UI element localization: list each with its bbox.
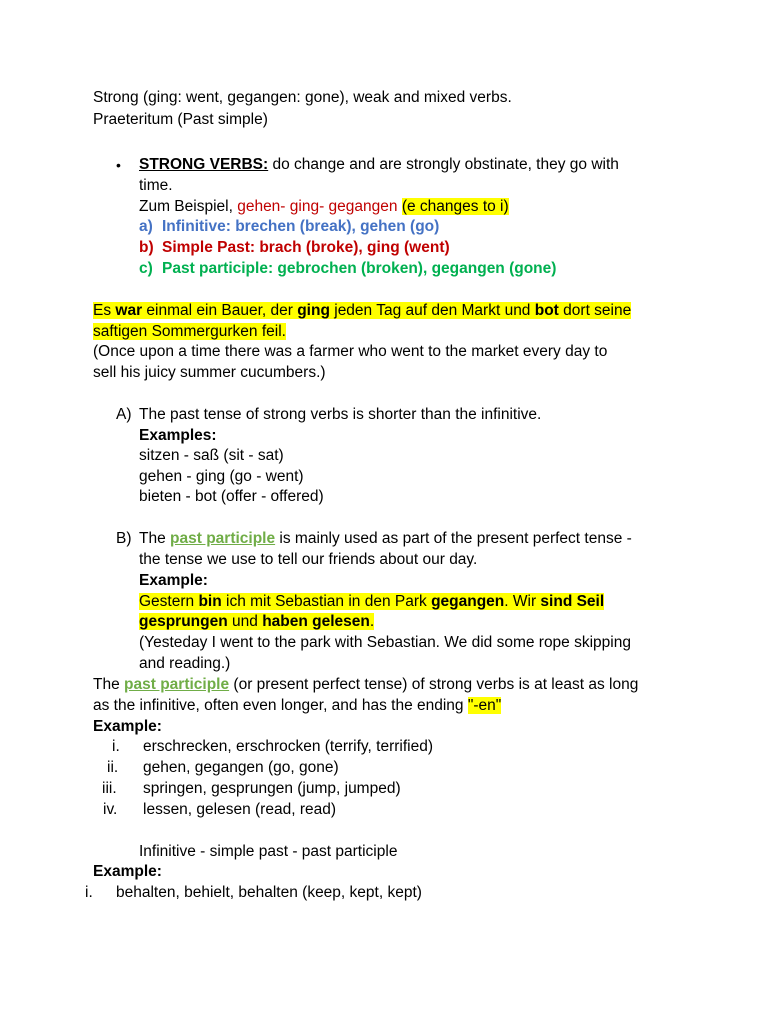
example-bieten: bieten - bot (offer - offered) [139, 488, 324, 505]
example-translation-1: (Yesteday I went to the park with Sebastian. We did some rope skipping [139, 634, 631, 651]
forms-example-label: Example: [93, 863, 162, 880]
story-line-1: Es war einmal ein Bauer, der ging jeden Tag auf den Markt und bot dort seine [93, 302, 632, 319]
participle-line-2: as the infinitive, often even longer, and has the ending "-en" [93, 697, 502, 714]
roman-marker-iv: iv. [103, 801, 118, 818]
past-participle-term-2: past participle [124, 676, 230, 693]
verb-ging: ging [297, 302, 330, 319]
examples-label: Examples: [139, 427, 217, 444]
verb-bot: bot [534, 302, 559, 319]
list-marker-b: b) [139, 239, 154, 256]
story-translation-1: (Once upon a time there was a farmer who went to the market every day to [93, 343, 608, 360]
verb-war: war [115, 302, 143, 319]
list-item: gehen, gegangen (go, gone) [143, 759, 339, 776]
strong-verbs-line [139, 155, 619, 175]
story-line-2: saftigen Sommergurken feil. [93, 323, 286, 340]
list-marker-c: c) [139, 260, 153, 277]
past-participle-term: past participle [170, 530, 276, 547]
section-a-text: The past tense of strong verbs is shorter than the infinitive. [139, 406, 542, 423]
strong-verbs-label: STRONG VERBS: [139, 156, 269, 173]
forms-heading: Infinitive - simple past - past participle [139, 843, 398, 860]
example-highlight: (e changes to i) [401, 198, 509, 215]
example-label: Example: [139, 572, 208, 589]
participle-example-label: Example: [93, 718, 162, 735]
infinitive-line: Infinitive: brechen (break), gehen (go) [162, 218, 440, 235]
roman-marker-i: i. [112, 738, 120, 755]
story-translation-2: sell his juicy summer cucumbers.) [93, 364, 326, 381]
forms-item-marker: i. [85, 884, 93, 901]
example-sentence-2: gesprungen und haben gelesen. [139, 613, 375, 630]
section-b-line-2: the tense we use to tell our friends about our day. [139, 551, 478, 568]
bullet-icon: • [116, 157, 121, 173]
strong-verbs-desc: do change and are strongly obstinate, they go with [268, 156, 619, 173]
example-sentence-1: Gestern bin ich mit Sebastian in den Park gegangen. Wir sind Seil [139, 593, 605, 610]
section-b-marker: B) [116, 530, 132, 547]
forms-item: behalten, behielt, behalten (keep, kept, kept) [116, 884, 422, 901]
section-a-marker: A) [116, 406, 132, 423]
list-marker-a: a) [139, 218, 153, 235]
strong-verbs-desc-cont: time. [139, 177, 173, 194]
example-sitzen: sitzen - saß (sit - sat) [139, 447, 284, 464]
example-gehen: gehen - ging (go - went) [139, 468, 304, 485]
section-b-line-1: The past participle is mainly used as part of the present perfect tense - [139, 530, 632, 547]
ending-highlight: "-en" [467, 697, 502, 714]
example-translation-2: and reading.) [139, 655, 231, 672]
title-line: Strong (ging: went, gegangen: gone), weak and mixed verbs. [93, 89, 512, 106]
list-item: lessen, gelesen (read, read) [143, 801, 337, 818]
list-item: erschrecken, erschrocken (terrify, terrified) [143, 738, 433, 755]
example-line [139, 197, 509, 217]
example-prefix: Zum Beispiel, [139, 198, 238, 215]
roman-marker-iii: iii. [102, 780, 117, 797]
example-red-forms: gehen- ging- gegangen [237, 198, 398, 215]
simple-past-line: Simple Past: brach (broke), ging (went) [162, 239, 450, 256]
subtitle-line: Praeteritum (Past simple) [93, 111, 268, 128]
participle-line-1: The past participle (or present perfect tense) of strong verbs is at least as long [93, 676, 639, 693]
list-item: springen, gesprungen (jump, jumped) [143, 780, 401, 797]
roman-marker-ii: ii. [107, 759, 119, 776]
past-participle-line: Past participle: gebrochen (broken), gegangen (gone) [162, 260, 557, 277]
